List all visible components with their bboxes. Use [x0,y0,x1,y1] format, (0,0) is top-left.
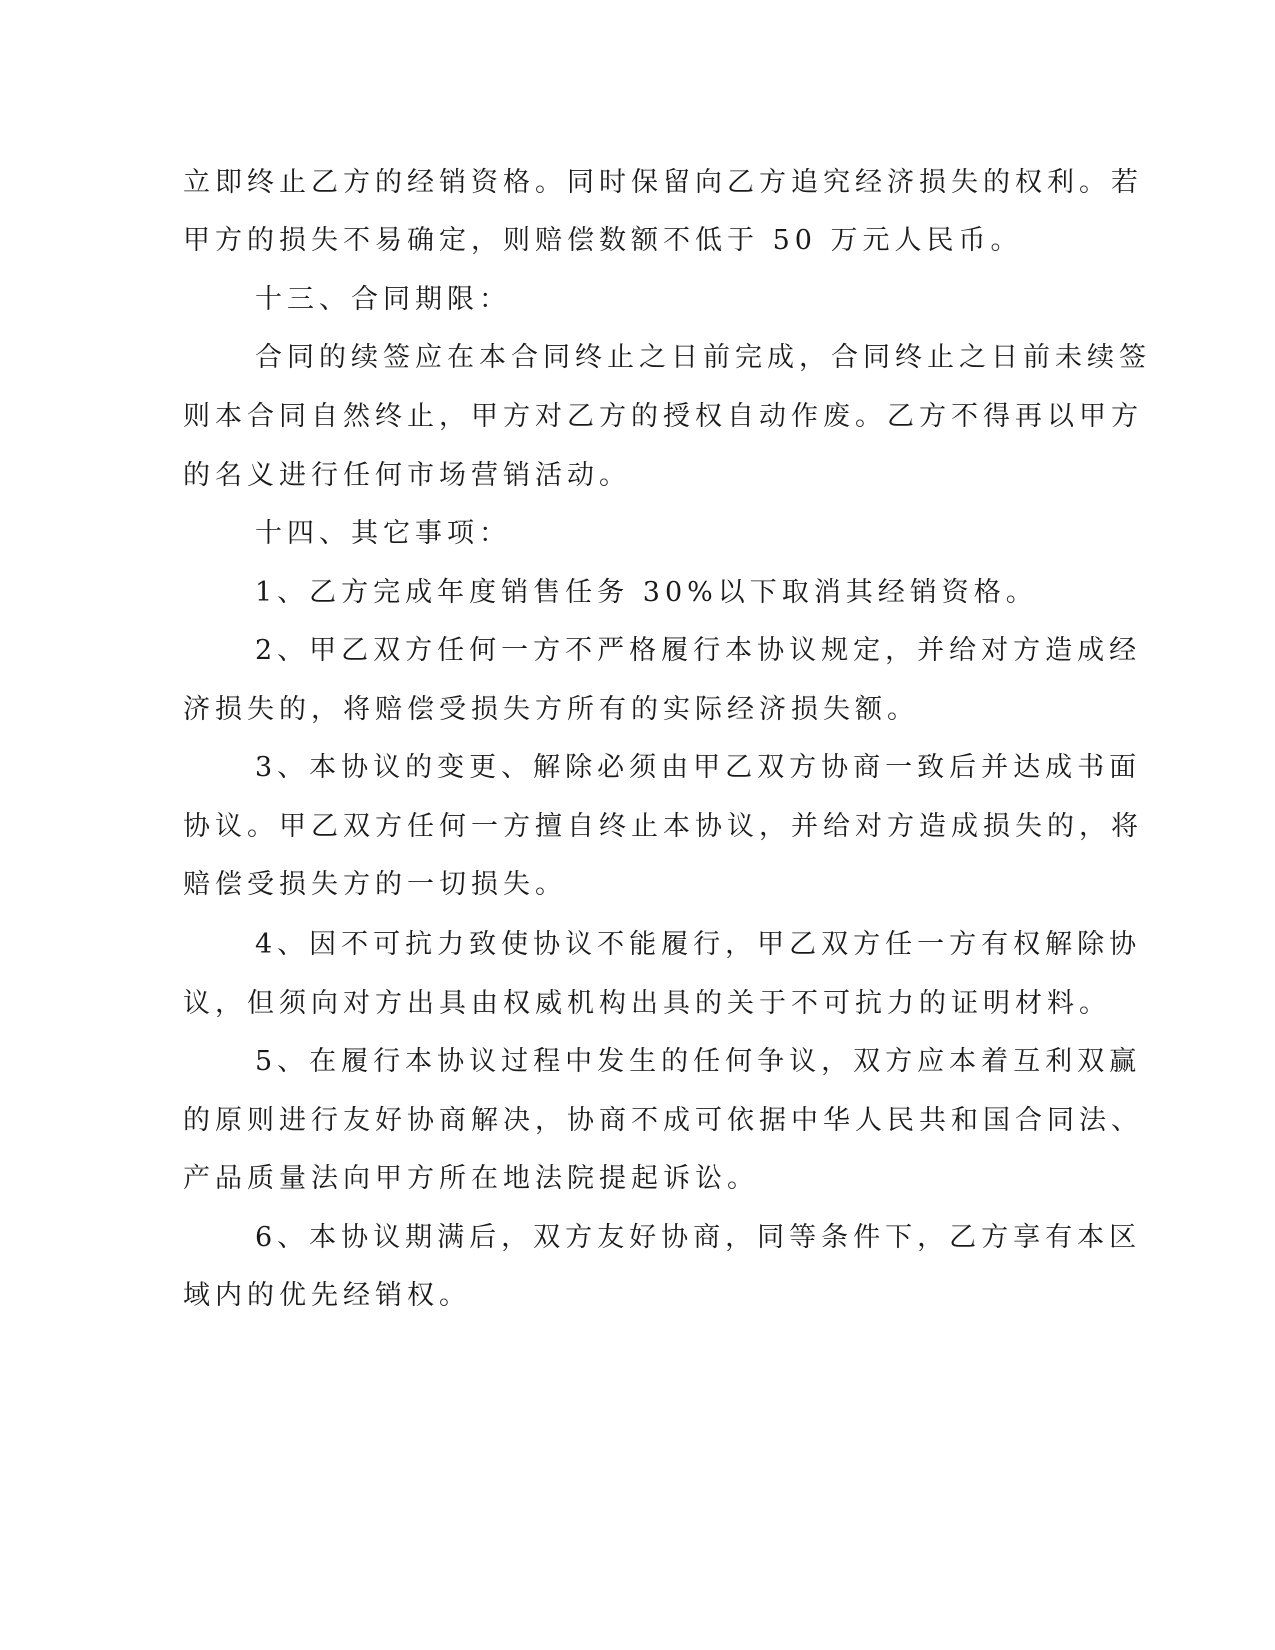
list-item-6: 6、本协议期满后，双方友好协商，同等条件下，乙方享有本区 [255,1222,1142,1253]
paragraph-line: 议，但须向对方出具由权威机构出具的关于不可抗力的证明材料。 [183,988,1111,1019]
list-item-1: 1、乙方完成年度销售任务 30%以下取消其经销资格。 [255,577,1038,608]
paragraph-line: 济损失的，将赔偿受损失方所有的实际经济损失额。 [183,694,919,725]
paragraph-line: 的名义进行任何市场营销活动。 [183,460,631,491]
list-item-3: 3、本协议的变更、解除必须由甲乙双方协商一致后并达成书面 [255,752,1142,783]
section-heading-13: 十三、合同期限： [255,284,511,315]
paragraph-line: 赔偿受损失方的一切损失。 [183,869,567,900]
section-heading-14: 十四、其它事项： [255,518,511,549]
list-item-4: 4、因不可抗力致使协议不能履行，甲乙双方任一方有权解除协 [255,929,1142,960]
paragraph-line: 的原则进行友好协商解决，协商不成可依据中华人民共和国合同法、 [183,1105,1143,1136]
paragraph-line: 甲方的损失不易确定，则赔偿数额不低于 50 万元人民币。 [183,225,1023,256]
paragraph-line: 则本合同自然终止，甲方对乙方的授权自动作废。乙方不得再以甲方 [183,401,1143,432]
paragraph-line: 协议。甲乙双方任何一方擅自终止本协议，并给对方造成损失的，将 [183,811,1143,842]
paragraph-line: 产品质量法向甲方所在地法院提起诉讼。 [183,1163,759,1194]
paragraph-line: 合同的续签应在本合同终止之日前完成，合同终止之日前未续签 [255,342,1151,373]
list-item-2: 2、甲乙双方任何一方不严格履行本协议规定，并给对方造成经 [255,635,1142,666]
paragraph-line: 域内的优先经销权。 [183,1280,471,1311]
paragraph-line: 立即终止乙方的经销资格。同时保留向乙方追究经济损失的权利。若 [183,167,1143,198]
list-item-5: 5、在履行本协议过程中发生的任何争议，双方应本着互利双赢 [255,1046,1142,1077]
